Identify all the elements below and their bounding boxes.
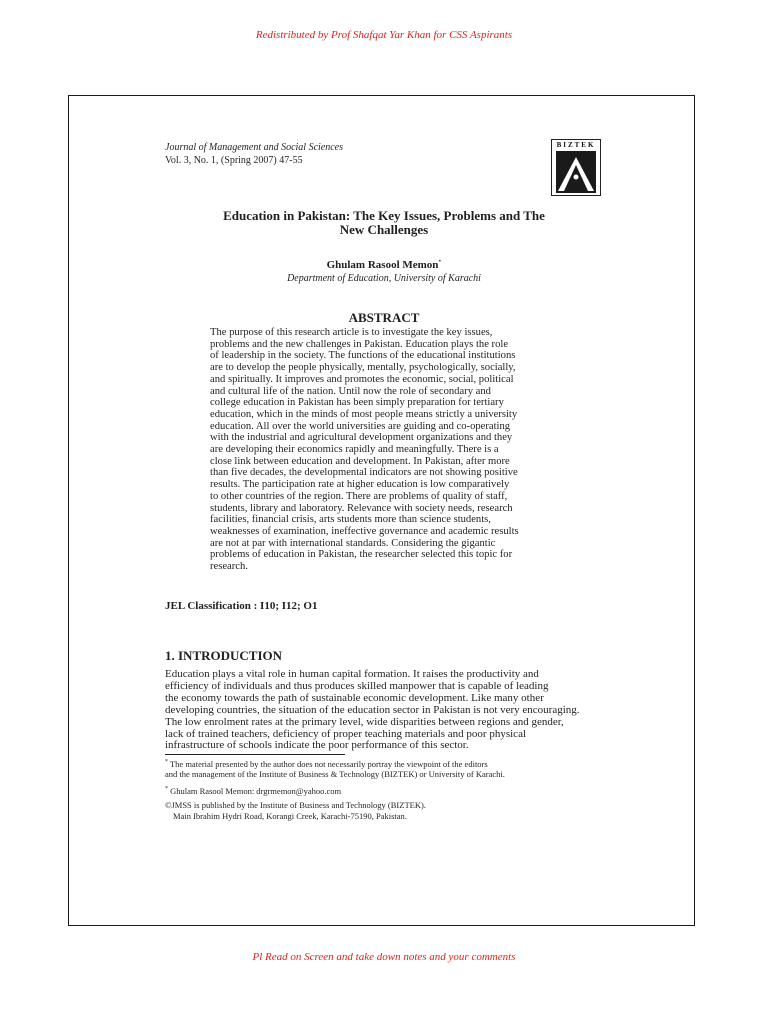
footnote-mark: * [165,759,168,765]
abstract-line: are not at par with international standards. Considering the gigantic [210,537,496,549]
footnote-disclaimer [165,757,601,780]
abstract-line: weaknesses of examination, ineffective governance and academic results [210,525,519,537]
footnote-rule [165,754,345,755]
intro-line: the economy towards the path of sustainable economic development. Like many other [165,691,544,704]
abstract-body [210,327,554,573]
author-name: Ghulam Rasool Memon [326,259,439,271]
abstract-line: with the industrial and agricultural development organizations and they [210,432,513,444]
abstract-line: to other countries of the region. There are problems of quality of staff, [210,490,508,502]
abstract-line: and cultural life of the nation. Until now the role of secondary and [210,385,491,397]
abstract-line: problems and the new challenges in Pakistan. Education plays the role [210,338,509,350]
reading-note: Pl Read on Screen and take down notes and your comments [252,951,516,963]
author-affiliation: Department of Education, University of Karachi [287,273,481,284]
abstract-line: problems of education in Pakistan, the researcher selected this topic for [210,549,513,561]
author [165,259,603,271]
abstract-line: than five decades, the developmental indicators are not showing positive [210,467,518,479]
author-footnote-mark: * [438,259,442,266]
abstract-line: and spiritually. It improves and promotes the economic, social, political [210,373,514,385]
author-email: Ghulam Rasool Memon: drgrmemon@yahoo.com [170,785,342,796]
disclaimer-line-1: The material presented by the author does not necessarily portray the viewpoint of the editors [169,758,488,769]
abstract-line: facilities, financial crisis, arts students more than science students, [210,514,491,526]
abstract-line: education, which in the minds of most people means strictly a university [210,408,518,420]
footnote-contact [165,784,601,796]
intro-line: developing countries, the situation of the education sector in Pakistan is not very encouraging. [165,703,580,716]
footnote-copyright [165,800,601,821]
title-line-2: New Challenges [339,222,429,237]
abstract-line: The purpose of this research article is to investigate the key issues, [210,327,493,338]
intro-line: infrastructure of schools indicate the poor performance of this sector. [165,739,469,752]
journal-header [165,141,343,167]
logo-text: BIZTEK [556,141,596,149]
jel-classification: JEL Classification : I10; I12; O1 [165,600,318,612]
abstract-line: are developing their economics rapidly and meaningfully. There is a [210,444,499,456]
copyright-line-1: ©JMSS is published by the Institute of Business and Technology (BIZTEK). [165,800,426,810]
footnote-mark: * [165,786,168,792]
abstract-line: research. [210,561,248,573]
intro-line: efficiency of individuals and thus produces skilled manpower that is capable of leading [165,679,549,692]
introduction-body [165,669,601,752]
redistribution-note: Redistributed by Prof Shafqat Yar Khan for CSS Aspirants [255,29,513,41]
journal-name: Journal of Management and Social Sciences [165,142,344,153]
biztek-logo [551,139,601,196]
journal-volume: Vol. 3, No. 1, (Spring 2007) 47-55 [165,155,303,166]
abstract-heading: ABSTRACT [348,310,420,325]
title-line-1: Education in Pakistan: The Key Issues, Problems and The [223,208,545,223]
abstract-line: education. All over the world universities are guiding and co-operating [210,420,511,432]
logo-emblem-icon [554,151,598,193]
disclaimer-line-2: and the management of the Institute of Business & Technology (BIZTEK) or University of Karachi. [165,769,505,780]
intro-line: lack of trained teachers, deficiency of proper teaching materials and poor physical [165,727,527,740]
abstract-line: are to develop the people physically, mentally, psychologically, socially, [210,362,516,374]
copyright-line-2: Main Ibrahim Hydri Road, Korangi Creek, Karachi-75190, Pakistan. [173,810,407,821]
paper-title [165,209,603,237]
abstract-line: of leadership in the society. The functions of the educational institutions [210,350,516,362]
introduction-heading: 1. INTRODUCTION [165,648,283,663]
abstract-line: results. The participation rate at higher education is low comparatively [210,479,510,491]
intro-line: The low enrolment rates at the primary level, wide disparities between regions and gender, [165,715,564,728]
abstract-line: students, library and laboratory. Relevance with society needs, research [210,502,513,514]
abstract-line: close link between education and development. In Pakistan, after more [210,455,510,467]
intro-line: Education plays a vital role in human capital formation. It raises the productivity and [165,668,539,680]
abstract-line: college education in Pakistan has been simply preparation for tertiary [210,397,504,409]
